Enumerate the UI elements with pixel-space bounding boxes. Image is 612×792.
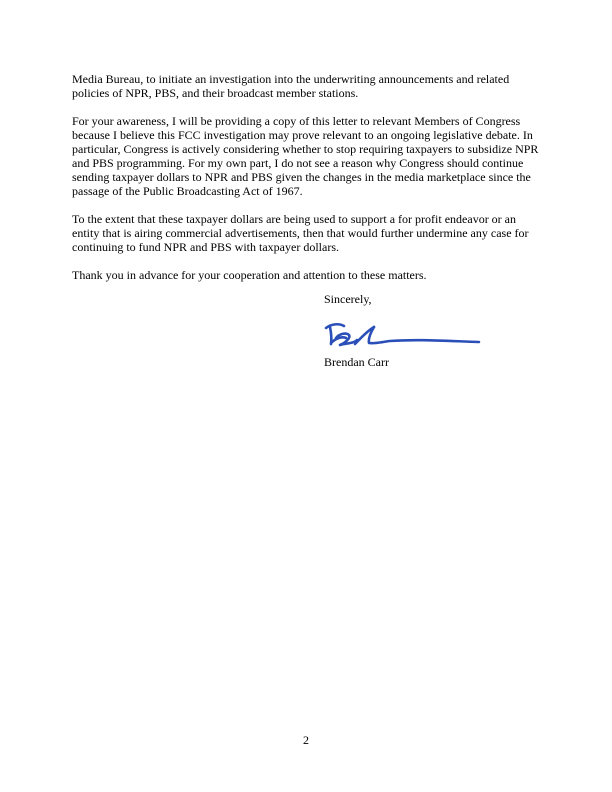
closing-salutation: Sincerely, <box>324 292 372 306</box>
handwritten-signature <box>322 318 482 352</box>
signer-name: Brendan Carr <box>324 355 389 369</box>
paragraph-congress <box>72 114 542 198</box>
paragraph-thank-you <box>72 268 542 282</box>
text-line: For your awareness, I will be providing a copy of this letter to relevant Members of Congress <box>72 114 521 128</box>
text-line: passage of the Public Broadcasting Act of 1967. <box>72 184 303 198</box>
paragraph-taxpayer-dollars <box>72 212 542 254</box>
text-line: because I believe this FCC investigation may prove relevant to an ongoing legislative debate. In <box>72 128 533 142</box>
text-line: particular, Congress is actively considering whether to stop requiring taxpayers to subsidize NPR <box>72 142 539 156</box>
paragraph-media-bureau <box>72 72 542 100</box>
text-line: entity that is airing commercial advertisements, then that would further undermine any case for <box>72 226 529 240</box>
letter-body <box>72 72 542 296</box>
text-line: Thank you in advance for your cooperation and attention to these matters. <box>72 268 427 282</box>
page-number: 2 <box>303 733 309 747</box>
text-line: continuing to fund NPR and PBS with taxpayer dollars. <box>72 240 339 254</box>
text-line: Media Bureau, to initiate an investigation into the underwriting announcements and related <box>72 72 510 86</box>
text-line: To the extent that these taxpayer dollars are being used to support a for profit endeavor or an <box>72 212 517 226</box>
text-line: policies of NPR, PBS, and their broadcast member stations. <box>72 86 359 100</box>
text-line: and PBS programming. For my own part, I do not see a reason why Congress should continue <box>72 156 524 170</box>
text-line: sending taxpayer dollars to NPR and PBS given the changes in the media marketplace since the <box>72 170 531 184</box>
